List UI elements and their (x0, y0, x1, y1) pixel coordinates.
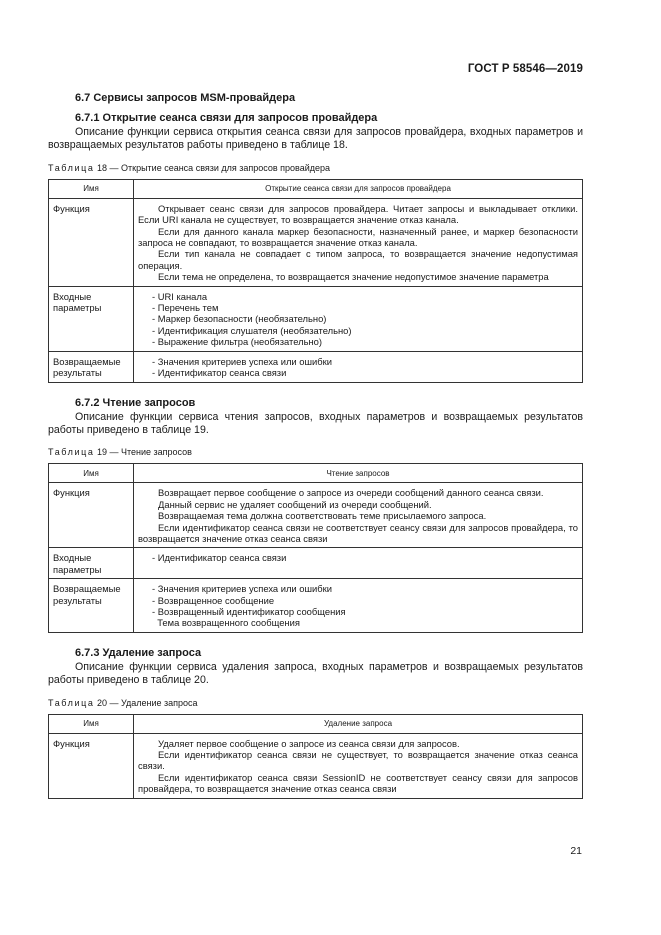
header-name: Имя (49, 179, 134, 198)
section-6-7-2-title: 6.7.2 Чтение запросов (75, 396, 196, 409)
table-row (49, 579, 583, 633)
list-item: - Возвращенный идентификатор сообщения (152, 605, 346, 617)
row-name: Возвращаемые результаты (49, 579, 134, 633)
table-caption-word: Таблица (48, 447, 95, 458)
table-20-caption (48, 698, 583, 708)
function-line: Данный сервис не удаляет сообщений из очереди сообщений. (158, 498, 432, 510)
table-19-caption (48, 447, 583, 457)
row-name: Функция (49, 733, 134, 798)
header-description: Чтение запросов (134, 464, 583, 483)
function-line: Если тема не определена, то возвращается значение недопустимое значение параметра (158, 271, 549, 283)
row-name: Функция (49, 483, 134, 548)
table-header-row (49, 179, 583, 198)
function-line: Открывает сеанс связи для запросов провайдера. Читает запросы и выкладывает отклики. Если URI канала не существует, то возвращается значение отказ канала. (138, 202, 578, 226)
section-6-7-1-paragraph: Описание функции сервиса открытия сеанса связи для запросов провайдера, входных параметров и возвращаемых результатов работы приведено в таблице 18. (48, 126, 583, 152)
function-line: Если идентификатор сеанса связи не соответствует сеансу связи для запросов провайдера, то возвращается значение отказ сеанса связи (138, 521, 578, 544)
header-name: Имя (49, 714, 134, 733)
list-item: - Маркер безопасности (необязательно) (152, 313, 327, 325)
header-description: Удаление запроса (134, 714, 583, 733)
row-name: Входные параметры (49, 548, 134, 579)
table-row (49, 733, 583, 798)
function-line: Удаляет первое сообщение о запросе из сеанса связи для запросов. (158, 737, 460, 749)
table-caption-text: 20 — Удаление запроса (94, 697, 198, 708)
section-6-7-1-title: 6.7.1 Открытие сеанса связи для запросов провайдера (75, 112, 378, 124)
row-content (134, 579, 583, 633)
document-code: ГОСТ Р 58546—2019 (467, 63, 583, 75)
section-6-7-title: 6.7 Сервисы запросов MSM-провайдера (75, 92, 296, 104)
function-line: Если идентификатор сеанса связи SessionID не соответствует сеансу связи для запросов провайдера, то возвращается значение отказ сеанса связи (138, 771, 578, 795)
row-name: Функция (49, 198, 134, 286)
table-row (49, 286, 583, 351)
table-18-caption (48, 163, 583, 173)
section-6-7-2-paragraph: Описание функции сервиса чтения запросов, входных параметров и возвращаемых результатов работы приведено в таблице 19. (48, 410, 583, 436)
row-content (134, 733, 583, 798)
function-line: Возвращает первое сообщение о запросе из очереди сообщений данного сеанса связи. (158, 487, 544, 499)
function-line: Если для данного канала маркер безопасности, назначенный ранее, и маркер безопасности запроса не совпадают, то возвращается значение отказ канала. (138, 225, 578, 249)
list-item: - URI канала (152, 290, 208, 302)
list-item: Тема возвращенного сообщения (152, 617, 300, 629)
table-caption-text: 19 — Чтение запросов (94, 447, 192, 458)
page-number: 21 (570, 845, 582, 857)
function-line: Если идентификатор сеанса связи не существует, то возвращается значение отказ сеанса связи. (138, 749, 578, 772)
section-6-7-3-title: 6.7.3 Удаление запроса (75, 646, 202, 659)
table-row (49, 198, 583, 286)
header-description: Открытие сеанса связи для запросов провайдера (134, 179, 583, 198)
row-name: Входные параметры (49, 286, 134, 351)
row-name: Возвращаемые результаты (49, 351, 134, 382)
table-header-row (49, 714, 583, 733)
list-item: - Идентификатор сеанса связи (152, 367, 287, 379)
list-item: - Возвращенное сообщение (152, 594, 275, 606)
row-content (134, 483, 583, 548)
table-row (49, 548, 583, 579)
section-6-7-3-paragraph: Описание функции сервиса удаления запроса, входных параметров и возвращаемых результатов работы приведено в таблице 20. (48, 660, 583, 687)
table-caption-word: Таблица (48, 162, 95, 173)
list-item: - Значения критериев успеха или ошибки (152, 583, 332, 595)
page-content (48, 92, 583, 813)
function-line: Возвращаемая тема должна соответствовать теме присылаемого запроса. (158, 510, 487, 522)
table-row (49, 483, 583, 548)
row-content (134, 198, 583, 286)
table-18 (48, 179, 583, 383)
list-item: - Выражение фильтра (необязательно) (152, 336, 322, 348)
row-content (134, 286, 583, 351)
row-content (134, 351, 583, 382)
row-content (134, 548, 583, 579)
function-line: Если тип канала не совпадает с типом запроса, то возвращается значение недопустимая операция. (138, 248, 578, 271)
list-item: - Перечень тем (152, 302, 219, 314)
list-item: - Идентификатор сеанса связи (152, 552, 287, 564)
table-caption-word: Таблица (48, 697, 95, 708)
table-row (49, 351, 583, 382)
table-caption-text: 18 — Открытие сеанса связи для запросов провайдера (94, 162, 331, 173)
table-header-row (49, 464, 583, 483)
table-19 (48, 463, 583, 632)
table-20 (48, 714, 583, 799)
header-name: Имя (49, 464, 134, 483)
list-item: - Значения критериев успеха или ошибки (152, 355, 332, 367)
list-item: - Идентификация слушателя (необязательно) (152, 324, 352, 336)
